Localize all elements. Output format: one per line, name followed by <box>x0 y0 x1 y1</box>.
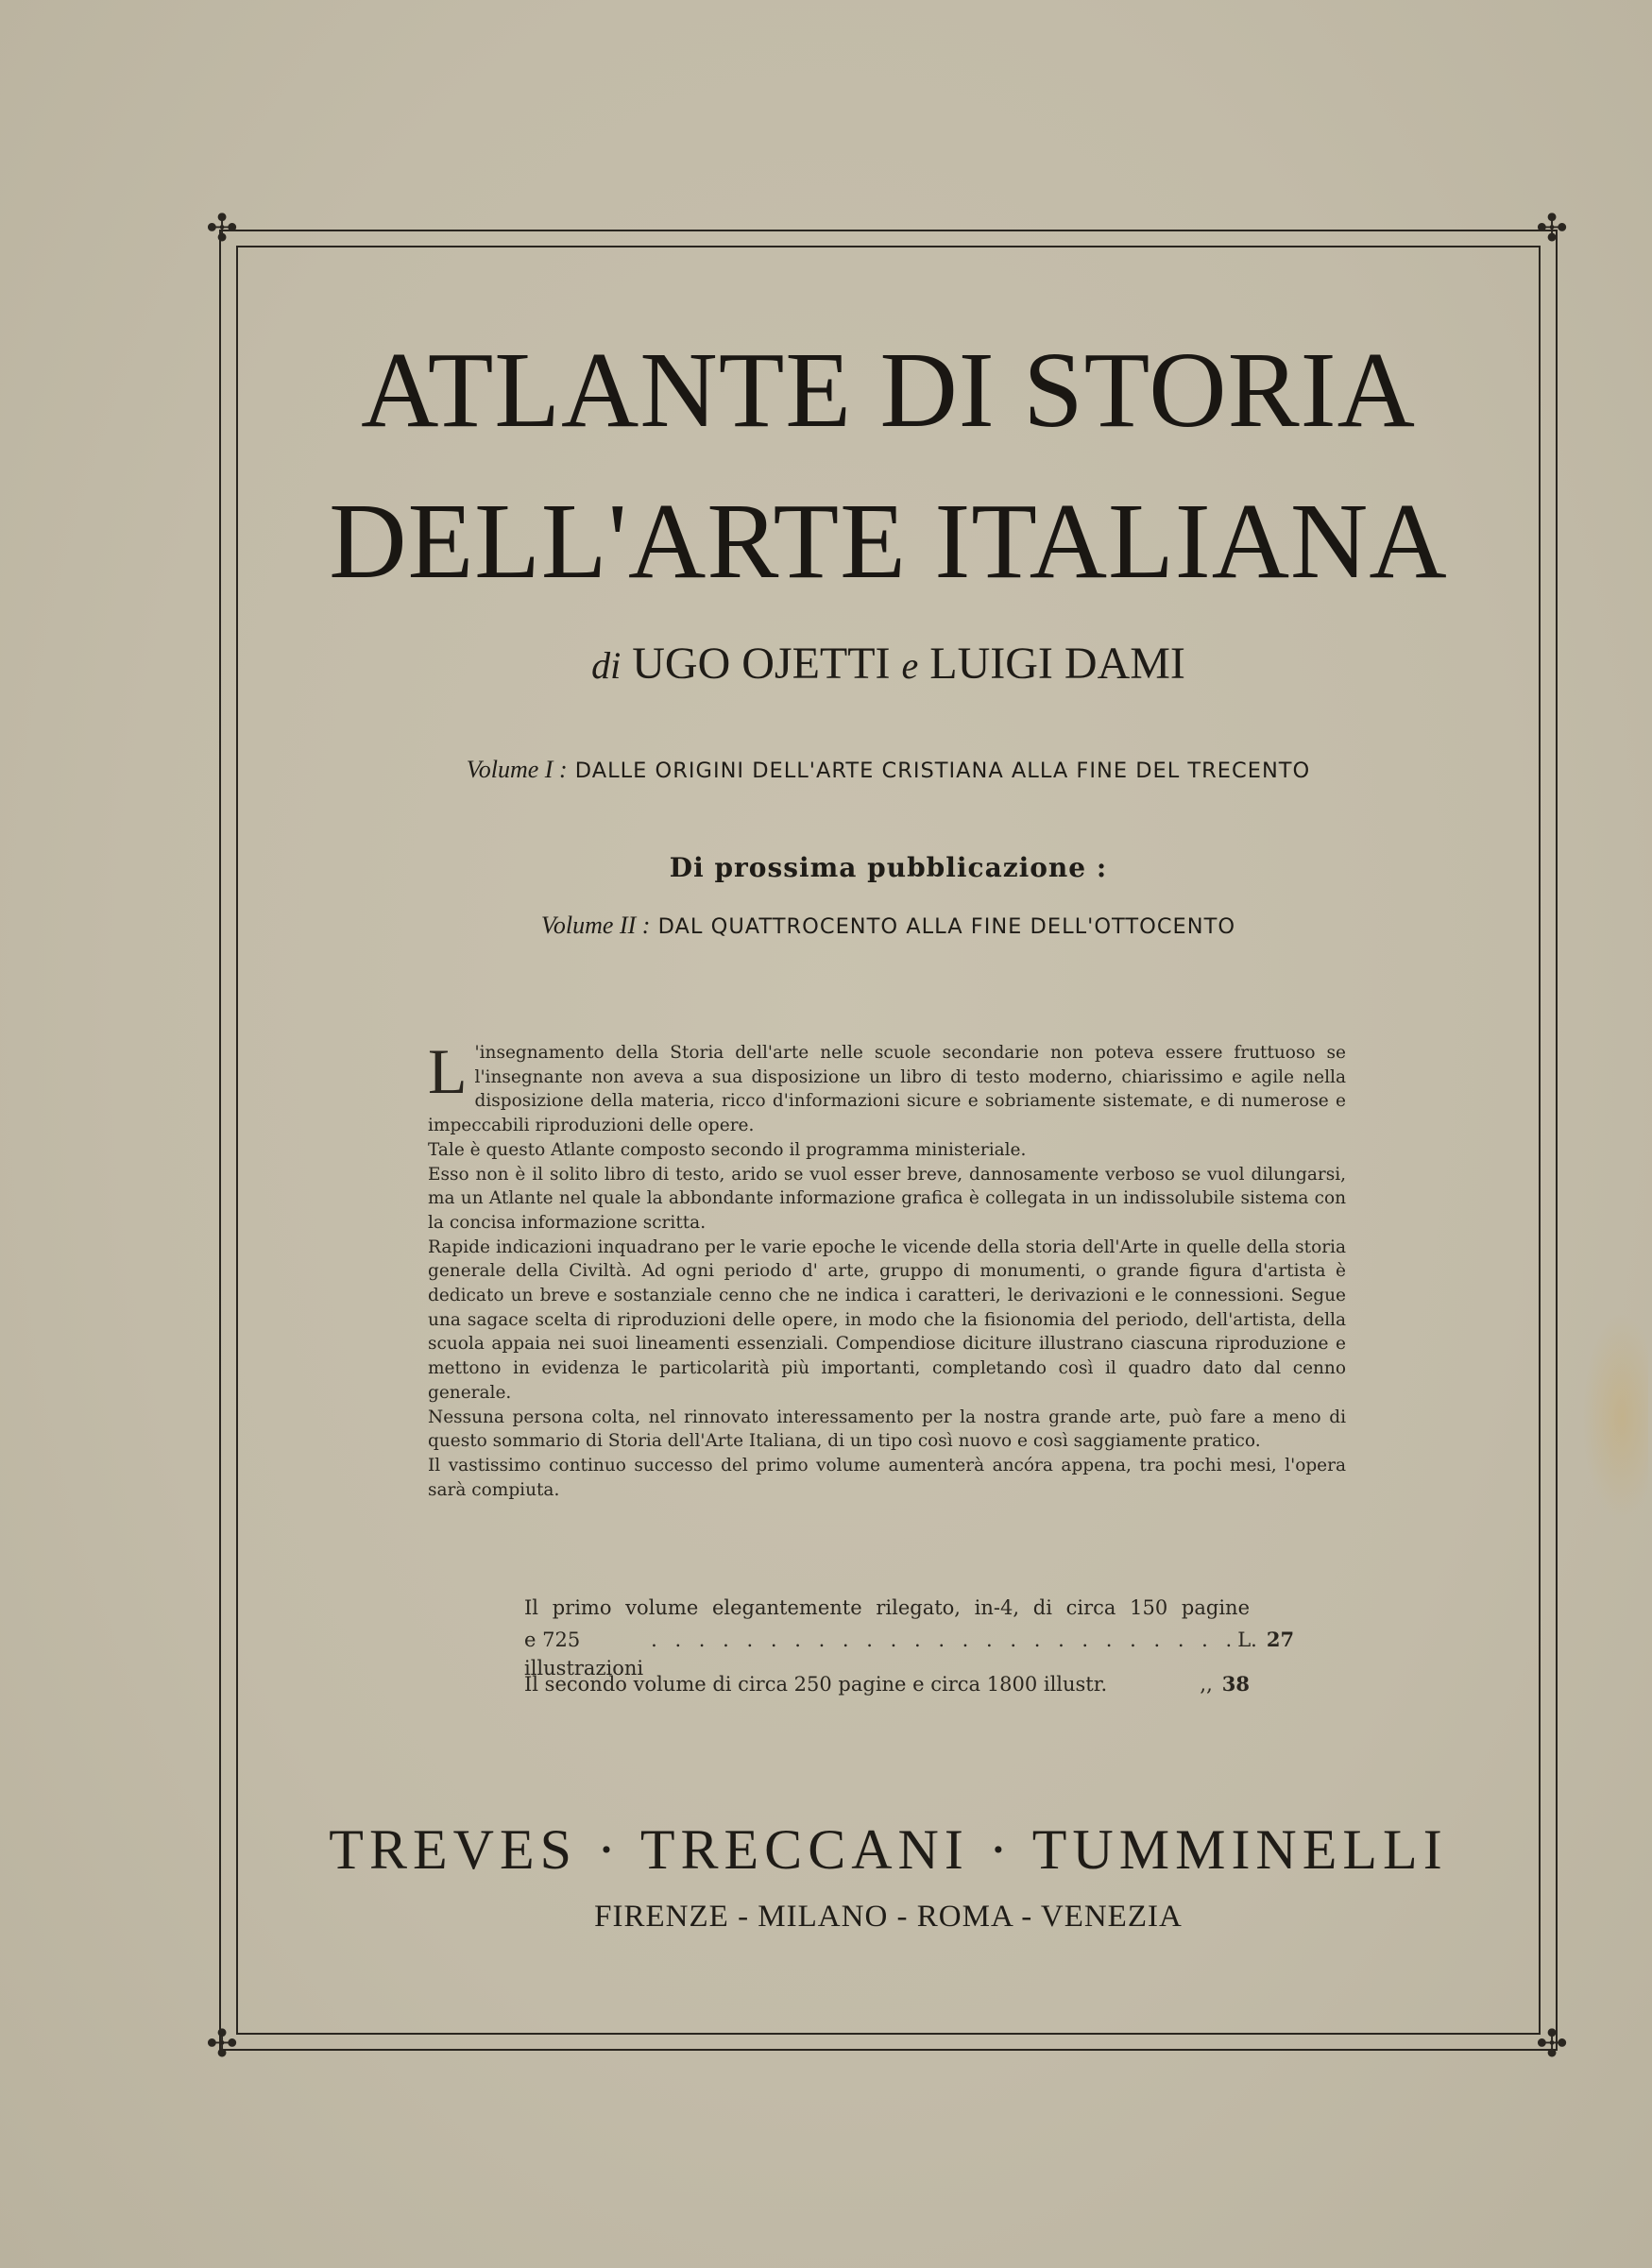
paper-stain <box>1582 1313 1648 1521</box>
price-line-3-text: Il secondo volume di circa 250 pagine e circa 1800 illustr. <box>524 1673 1108 1696</box>
corner-ornament-icon: ✣ <box>1536 2022 1568 2066</box>
corner-ornament-icon: ✣ <box>206 207 238 250</box>
volume-2-text: DAL QUATTROCENTO ALLA FINE DELL'OTTOCENTO <box>657 914 1236 939</box>
authors-line <box>236 631 1541 699</box>
leader-dots: . . . . . . . . . . . . . . . . . . . . . . . . . <box>651 1629 1238 1651</box>
publisher-cities: FIRENZE - MILANO - ROMA - VENEZIA <box>594 1900 1183 1934</box>
volume-1-text: DALLE ORIGINI DELL'ARTE CRISTIANA ALLA FINE DEL TRECENTO <box>574 759 1311 783</box>
volume-2-line <box>236 907 1541 946</box>
intro-text <box>428 1035 1346 1502</box>
currency-label: L. <box>1237 1629 1257 1651</box>
authors-prefix: di <box>591 644 622 687</box>
volume-1-label: Volume I : <box>466 756 568 783</box>
intro-paragraph: L 'insegnamento della Storia dell'arte nelle scuole secondarie non poteva essere fruttuoso se l'insegnante non aveva a sua disposizione un libro di testo moderno, chiarissimo e agile nella disposizione della materia, ricco d'informazioni sicure e sobriamente sistemate, e di numerose e impeccabili riproduzioni delle opere. <box>428 1035 1346 1136</box>
title-line-2: DELL'ARTE ITALIANA <box>329 481 1448 601</box>
authors-conjunction: e <box>901 644 919 687</box>
corner-ornament-icon: ✣ <box>206 2022 238 2066</box>
publisher-name: TREVES · TRECCANI · TUMMINELLI <box>329 1818 1448 1881</box>
intro-paragraph: Il vastissimo continuo successo del primo volume aumenterà ancóra appena, tra pochi mesi, l'opera sarà compiuta. <box>428 1455 1346 1500</box>
intro-paragraph: Rapide indicazioni inquadrano per le varie epoche le vicende della storia dell'Arte in quelle della storia generale della Civiltà. Ad ogni periodo d' arte, gruppo di monumenti, o grande figura d'artista è dedicato un breve e sostanziale cenno che ne indica i caratteri, le derivazioni e le connessioni. Segue una sagace scelta di riproduzioni delle opere, in modo che la fisionomia del periodo, dell'artista, della scuola appaia nei suoi lineamenti essenziali. Compendiose diciture illustrano ciascuna riproduzione e mettono in evidenza le particolarità più importanti, completando così il quadro dato dal cenno generale. <box>428 1236 1346 1403</box>
price-line-3 <box>524 1670 1250 1698</box>
price-line-1: Il primo volume elegantemente rilegato, in-4, di circa 150 pagine <box>524 1596 1250 1619</box>
author-dami: LUIGI DAMI <box>929 639 1185 689</box>
volume-1-line <box>236 751 1541 790</box>
ditto-mark: ,, <box>1200 1673 1213 1696</box>
drop-cap: L <box>428 1035 468 1107</box>
intro-paragraph: Nessuna persona colta, nel rinnovato interessamento per la nostra grande arte, può fare a meno di questo sommario di Storia dell'Arte Italiana, di un tipo così nuovo e così saggiamente pratico. <box>428 1407 1346 1452</box>
price-volume-1: 27 <box>1266 1628 1295 1651</box>
intro-paragraph: Esso non è il solito libro di testo, arido se vuol esser breve, dannosamente verboso se vuol dilungarsi, ma un Atlante nel quale la abbondante informazione grafica è collegata in un indissolubile sistema con la concisa informazione scritta. <box>428 1164 1346 1233</box>
price-volume-2: 38 <box>1221 1672 1250 1696</box>
author-ojetti: UGO OJETTI <box>632 639 891 689</box>
upcoming-heading: Di prossima pubblicazione : <box>669 852 1108 883</box>
corner-ornament-icon: ✣ <box>1536 207 1568 250</box>
intro-paragraph: Tale è questo Atlante composto secondo il programma ministeriale. <box>428 1139 1027 1160</box>
title-line-1: ATLANTE DI STORIA <box>361 330 1416 450</box>
price-line-2-text: e 725 illustrazioni <box>524 1629 644 1680</box>
volume-2-label: Volume II : <box>540 912 651 939</box>
